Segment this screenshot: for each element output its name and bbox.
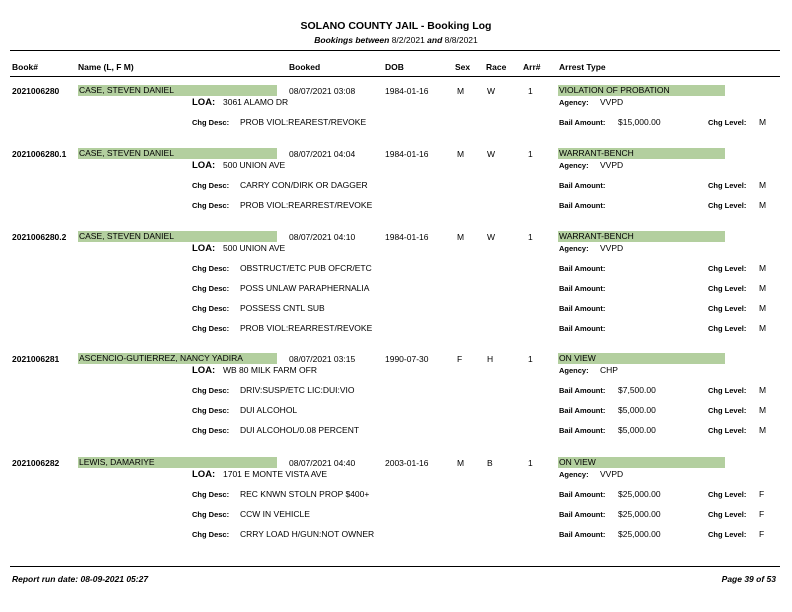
charge-level-label: Chg Level: [708,181,747,190]
bail-amount-label: Bail Amount: [559,118,606,127]
charge-desc-label: Chg Desc: [192,118,230,127]
race: W [487,232,496,242]
book-number: 2021006280.2 [12,232,67,242]
charge-description: POSSESS CNTL SUB [240,303,325,313]
report-run-date: Report run date: 08-09-2021 05:27 [12,574,149,584]
charge-level-label: Chg Level: [708,324,747,333]
charge-desc-label: Chg Desc: [192,324,230,333]
arrest-number: 1 [528,458,533,468]
charge-desc-label: Chg Desc: [192,304,230,313]
charge-description: REC KNWN STOLN PROP $400+ [240,489,370,499]
agency-label: Agency: [559,470,589,479]
charge-level-label: Chg Level: [708,426,747,435]
end-date: 8/8/2021 [444,35,478,45]
bail-amount: $25,000.00 [618,489,661,499]
charge-desc-label: Chg Desc: [192,490,230,499]
location-of-arrest: WB 80 MILK FARM OFR [223,365,317,375]
col-header-name: Name (L, F M) [78,62,134,72]
sex: M [457,86,465,96]
agency-label: Agency: [559,244,589,253]
charge-desc-label: Chg Desc: [192,406,230,415]
loa-label: LOA: [192,365,216,376]
booked-datetime: 08/07/2021 04:04 [289,149,356,159]
location-of-arrest: 3061 ALAMO DR [223,97,289,107]
charge-level: M [759,200,767,210]
bail-amount-label: Bail Amount: [559,304,606,313]
charge-desc-label: Chg Desc: [192,426,230,435]
bail-amount-label: Bail Amount: [559,386,606,395]
col-header-booked: Booked [289,62,321,72]
bail-amount-label: Bail Amount: [559,510,606,519]
arrest-type: WARRANT-BENCH [558,148,725,159]
report-subtitle [0,35,792,45]
charge-level-label: Chg Level: [708,264,747,273]
arrest-number: 1 [528,232,533,242]
charge-level-label: Chg Level: [708,406,747,415]
location-of-arrest: 500 UNION AVE [223,160,286,170]
charge-level-label: Chg Level: [708,386,747,395]
charge-desc-label: Chg Desc: [192,181,230,190]
charge-description: DUI ALCOHOL [240,405,298,415]
charge-description: CCW IN VEHICLE [240,509,310,519]
arrest-number: 1 [528,354,533,364]
bail-amount: $5,000.00 [618,405,656,415]
arrest-type: WARRANT-BENCH [558,231,725,242]
subtitle-prefix: Bookings between [314,35,390,45]
book-number: 2021006280 [12,86,60,96]
charge-level: M [759,283,767,293]
arresting-agency: VVPD [600,160,624,170]
sex: M [457,232,465,242]
charge-description: CRRY LOAD H/GUN:NOT OWNER [240,529,375,539]
charge-description: PROB VIOL:REAREST/REVOKE [240,117,367,127]
booked-datetime: 08/07/2021 03:15 [289,354,356,364]
bail-amount-label: Bail Amount: [559,324,606,333]
date-of-birth: 2003-01-16 [385,458,429,468]
charge-level-label: Chg Level: [708,510,747,519]
charge-description: POSS UNLAW PARAPHERNALIA [240,283,370,293]
col-header-arrest-type: Arrest Type [559,62,606,72]
footer-rule [10,566,780,567]
header-bottom-rule [10,76,780,77]
inmate-name: LEWIS, DAMARIYE [78,457,277,468]
start-date: 8/2/2021 [391,35,425,45]
report-title: SOLANO COUNTY JAIL - Booking Log [300,20,492,32]
inmate-name: ASCENCIO-GUTIERREZ, NANCY YADIRA [78,353,277,364]
bail-amount-label: Bail Amount: [559,284,606,293]
loa-label: LOA: [192,243,216,254]
sex: M [457,458,465,468]
charge-description: DRIV:SUSP/ETC LIC:DUI:VIO [240,385,355,395]
charge-description: DUI ALCOHOL/0.08 PERCENT [240,425,360,435]
charge-level: M [759,303,767,313]
charge-description: PROB VIOL:REARREST/REVOKE [240,323,373,333]
arrest-number: 1 [528,86,533,96]
col-header-book: Book# [12,62,38,72]
bail-amount-label: Bail Amount: [559,530,606,539]
charge-level: M [759,323,767,333]
charge-level-label: Chg Level: [708,118,747,127]
charge-description: OBSTRUCT/ETC PUB OFCR/ETC [240,263,372,273]
sex: F [457,354,463,364]
loa-label: LOA: [192,469,216,480]
charge-level: M [759,180,767,190]
charge-level-label: Chg Level: [708,490,747,499]
loa-label: LOA: [192,160,216,171]
charge-level: M [759,117,767,127]
charge-desc-label: Chg Desc: [192,201,230,210]
subtitle-and: and [427,35,443,45]
inmate-name: CASE, STEVEN DANIEL [78,85,277,96]
date-of-birth: 1984-01-16 [385,149,429,159]
charge-description: CARRY CON/DIRK OR DAGGER [240,180,368,190]
charge-level: F [759,529,765,539]
inmate-name: CASE, STEVEN DANIEL [78,231,277,242]
charge-level: M [759,405,767,415]
col-header-sex: Sex [455,62,471,72]
bail-amount-label: Bail Amount: [559,181,606,190]
bail-amount: $7,500.00 [618,385,656,395]
race: W [487,149,496,159]
charge-desc-label: Chg Desc: [192,386,230,395]
race: B [487,458,493,468]
charge-desc-label: Chg Desc: [192,530,230,539]
book-number: 2021006281 [12,354,60,364]
arrest-type: ON VIEW [558,353,725,364]
location-of-arrest: 500 UNION AVE [223,243,286,253]
arrest-type: VIOLATION OF PROBATION [558,85,725,96]
bail-amount: $25,000.00 [618,529,661,539]
arresting-agency: VVPD [600,97,624,107]
bail-amount-label: Bail Amount: [559,406,606,415]
charge-desc-label: Chg Desc: [192,510,230,519]
arrest-number: 1 [528,149,533,159]
bail-amount: $25,000.00 [618,509,661,519]
sex: M [457,149,465,159]
date-of-birth: 1984-01-16 [385,86,429,96]
location-of-arrest: 1701 E MONTE VISTA AVE [223,469,328,479]
book-number: 2021006280.1 [12,149,67,159]
agency-label: Agency: [559,161,589,170]
booked-datetime: 08/07/2021 04:40 [289,458,356,468]
agency-label: Agency: [559,366,589,375]
col-header-race: Race [486,62,507,72]
arresting-agency: VVPD [600,243,624,253]
loa-label: LOA: [192,97,216,108]
charge-level-label: Chg Level: [708,284,747,293]
charge-level-label: Chg Level: [708,304,747,313]
charge-level: F [759,489,765,499]
charge-level: F [759,509,765,519]
charge-description: PROB VIOL:REARREST/REVOKE [240,200,373,210]
charge-level: M [759,425,767,435]
bail-amount-label: Bail Amount: [559,426,606,435]
bail-amount-label: Bail Amount: [559,264,606,273]
arrest-type: ON VIEW [558,457,725,468]
bail-amount: $15,000.00 [618,117,661,127]
page-number: Page 39 of 53 [721,574,776,584]
booked-datetime: 08/07/2021 03:08 [289,86,356,96]
date-of-birth: 1984-01-16 [385,232,429,242]
race: W [487,86,496,96]
col-header-dob: DOB [385,62,404,72]
charge-level: M [759,385,767,395]
bail-amount-label: Bail Amount: [559,490,606,499]
charge-level-label: Chg Level: [708,530,747,539]
agency-label: Agency: [559,98,589,107]
bail-amount: $5,000.00 [618,425,656,435]
race: H [487,354,494,364]
booked-datetime: 08/07/2021 04:10 [289,232,356,242]
header-top-rule [10,50,780,51]
col-header-arr: Arr# [523,62,541,72]
charge-level: M [759,263,767,273]
charge-desc-label: Chg Desc: [192,284,230,293]
book-number: 2021006282 [12,458,60,468]
arresting-agency: CHP [600,365,618,375]
charge-desc-label: Chg Desc: [192,264,230,273]
inmate-name: CASE, STEVEN DANIEL [78,148,277,159]
date-of-birth: 1990-07-30 [385,354,429,364]
charge-level-label: Chg Level: [708,201,747,210]
arresting-agency: VVPD [600,469,624,479]
bail-amount-label: Bail Amount: [559,201,606,210]
